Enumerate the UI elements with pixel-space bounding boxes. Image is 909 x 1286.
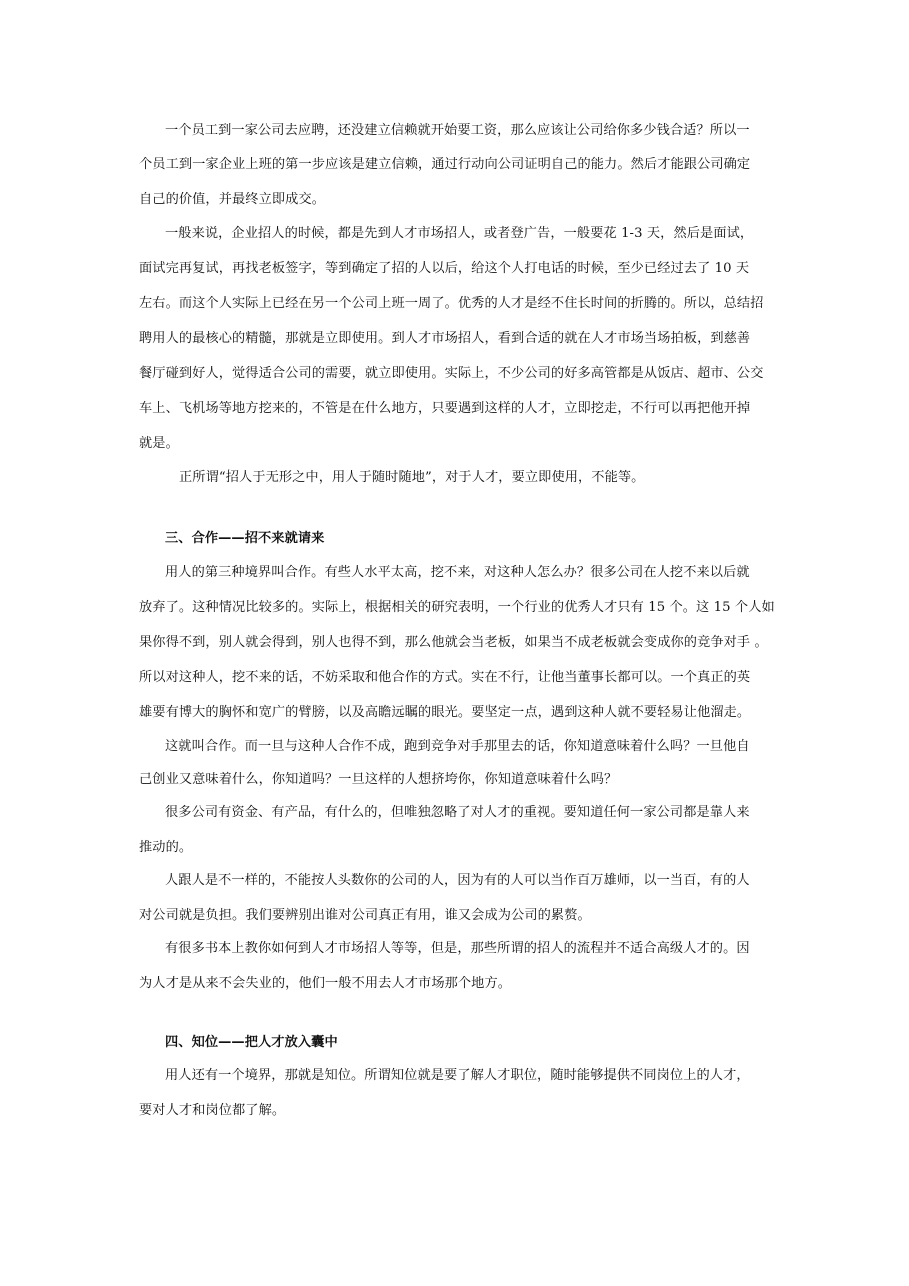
paragraph-line: 左右。而这个人实际上已经在另一个公司上班一周了。优秀的人才是经不住长时间的折腾的。所以，总结招 xyxy=(139,296,764,311)
paragraph-line: 人跟人是不一样的，不能按人头数你的公司的人，因为有的人可以当作百万雄师，以一当百，有的人 xyxy=(165,873,750,888)
paragraph-line: 用人还有一个境界，那就是知位。所谓知位就是要了解人才职位，随时能够提供不同岗位上的人才， xyxy=(165,1068,750,1083)
paragraph-line: 就是。 xyxy=(139,436,179,451)
paragraph-line: 要对人才和岗位都了解。 xyxy=(139,1103,286,1118)
paragraph-line: 正所谓“招人于无形之中，用人于随时随地”，对于人才，要立即使用，不能等。 xyxy=(179,470,645,485)
paragraph-line: 推动的。 xyxy=(139,840,193,855)
paragraph-line: 聘用人的最核心的精髓，那就是立即使用。到人才市场招人，看到合适的就在人才市场当场拍板，到慈善 xyxy=(139,331,751,346)
paragraph-line: 一个员工到一家公司去应聘，还没建立信赖就开始要工资，那么应该让公司给你多少钱合适？所以一 xyxy=(165,123,750,138)
paragraph-line: 所以对这种人，挖不来的话，不妨采取和他合作的方式。实在不行，让他当董事长都可以。一个真正的英 xyxy=(139,670,751,685)
paragraph-line: 个员工到一家企业上班的第一步应该是建立信赖，通过行动向公司证明自己的能力。然后才能跟公司确定 xyxy=(139,157,751,172)
paragraph-line: 一般来说，企业招人的时候，都是先到人才市场招人，或者登广告，一般要花 1-3 天，然后是面试， xyxy=(165,226,754,241)
paragraph-line: 雄要有博大的胸怀和宽广的臂膀，以及高瞻远瞩的眼光。要坚定一点，遇到这种人就不要轻易让他溜走。 xyxy=(139,705,751,720)
paragraph-line: 为人才是从来不会失业的，他们一般不用去人才市场那个地方。 xyxy=(139,976,512,991)
paragraph-line: 有很多书本上教你如何到人才市场招人等等，但是，那些所谓的招人的流程并不适合高级人才的。因 xyxy=(165,941,750,956)
paragraph-line: 放弃了。这种情况比较多的。实际上，根据相关的研究表明，一个行业的优秀人才只有 15 个。这 15 个人如 xyxy=(139,600,775,615)
paragraph-line: 自己的价值，并最终立即成交。 xyxy=(139,192,326,207)
paragraph-line: 餐厅碰到好人，觉得适合公司的需要，就立即使用。实际上，不少公司的好多高管都是从饭店、超市、公交 xyxy=(139,366,764,381)
paragraph-line: 用人的第三种境界叫合作。有些人水平太高，挖不来，对这种人怎么办？很多公司在人挖不来以后就 xyxy=(165,565,750,580)
paragraph-line: 对公司就是负担。我们要辨别出谁对公司真正有用，谁又会成为公司的累赘。 xyxy=(139,908,591,923)
paragraph-line: 很多公司有资金、有产品，有什么的，但唯独忽略了对人才的重视。要知道任何一家公司都是靠人来 xyxy=(165,805,750,820)
section-heading: 四、知位——把人才放入囊中 xyxy=(165,1035,338,1050)
section-heading: 三、合作——招不来就请来 xyxy=(165,531,325,546)
paragraph-line: 这就叫合作。而一旦与这种人合作不成，跑到竞争对手那里去的话，你知道意味着什么吗？一旦他自 xyxy=(165,739,750,754)
paragraph-line: 果你得不到，别人就会得到，别人也得不到，那么他就会当老板，如果当不成老板就会变成你的竞争对手 。 xyxy=(139,635,768,650)
paragraph-line: 车上、飞机场等地方挖来的，不管是在什么地方，只要遇到这样的人才，立即挖走，不行可以再把他开掉 xyxy=(139,401,751,416)
paragraph-line: 己创业又意味着什么，你知道吗？一旦这样的人想挤垮你，你知道意味着什么吗？ xyxy=(139,772,618,787)
paragraph-line: 面试完再复试，再找老板签字，等到确定了招的人以后，给这个人打电话的时候，至少已经过去了 10 天 xyxy=(139,261,750,276)
